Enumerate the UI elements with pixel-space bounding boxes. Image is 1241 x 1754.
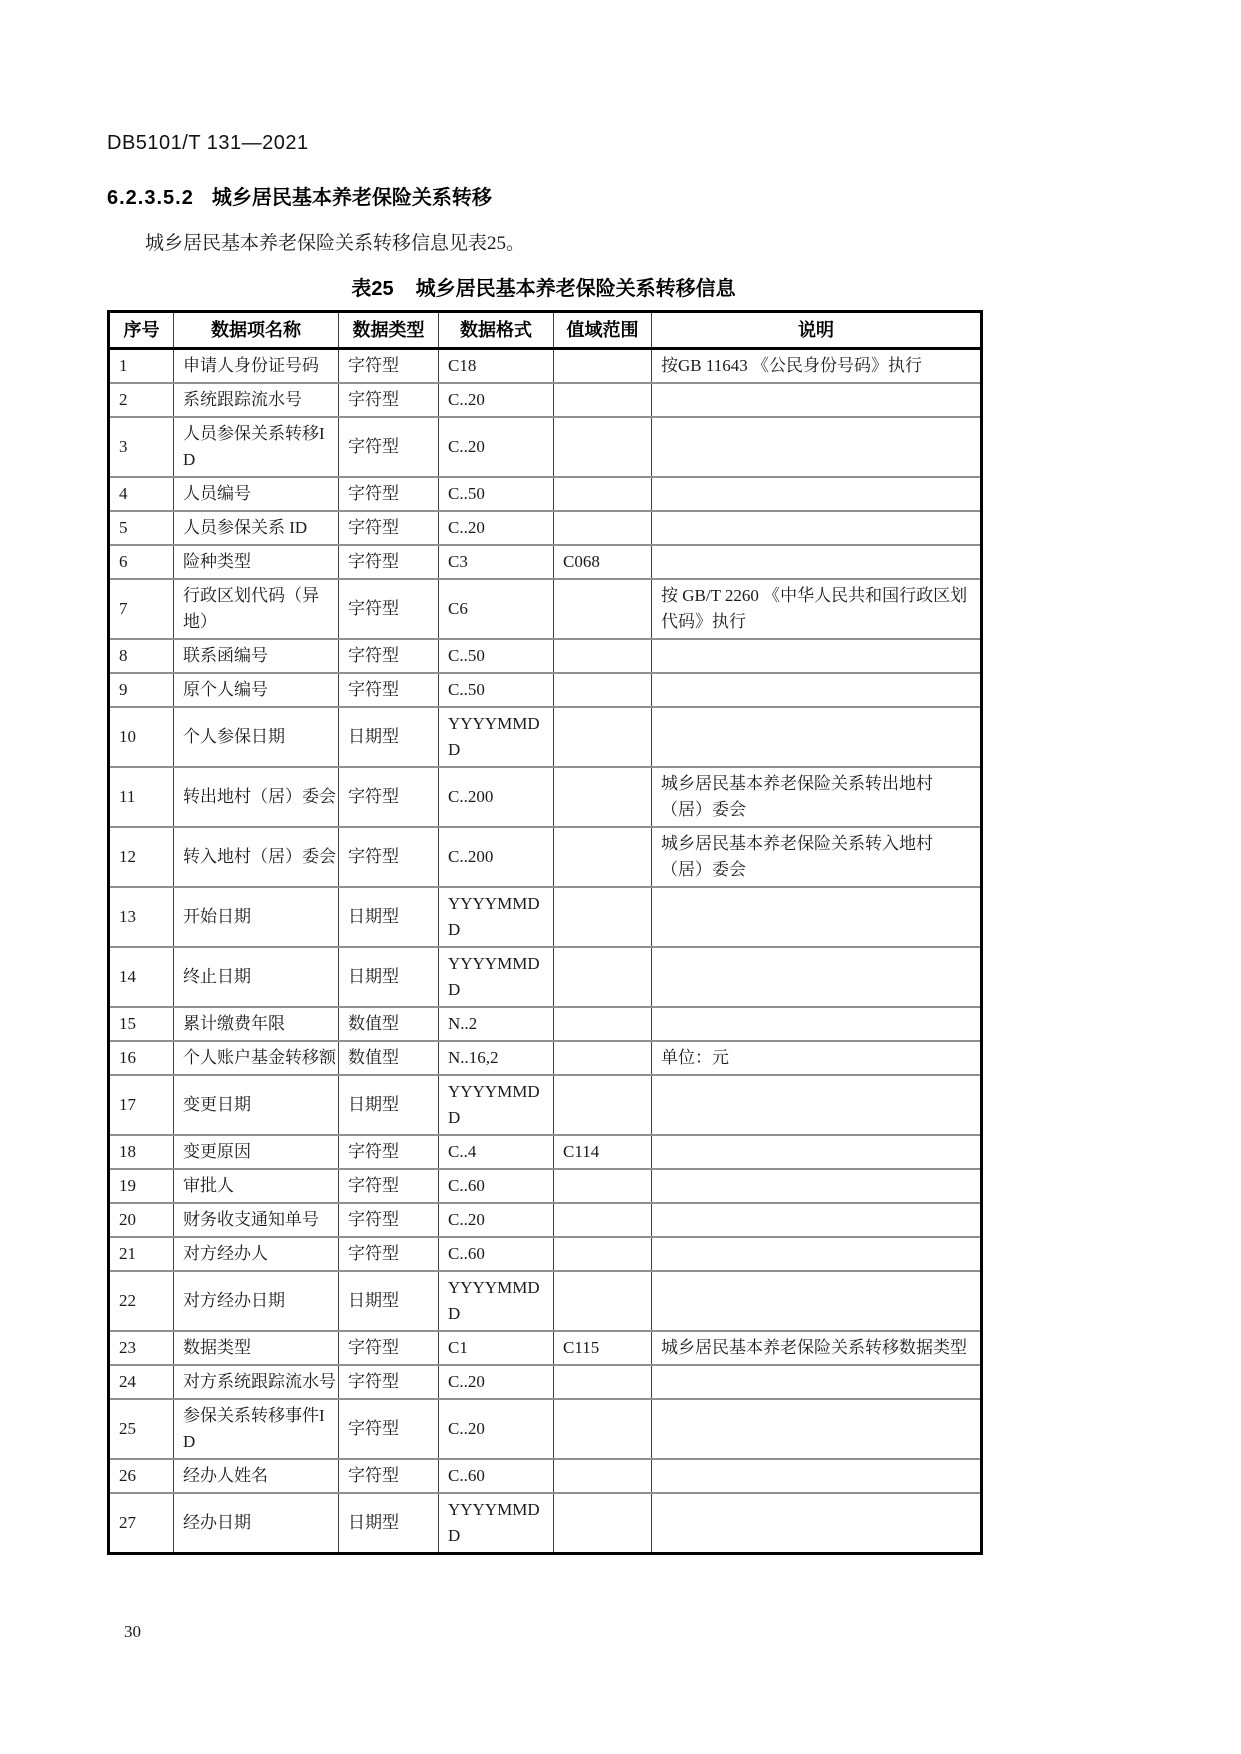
cell-no: 24 (109, 1365, 174, 1399)
column-header: 数据项名称 (174, 312, 339, 349)
cell-type: 日期型 (339, 947, 439, 1007)
cell-format: C..20 (439, 1365, 554, 1399)
cell-format: C..50 (439, 639, 554, 673)
cell-name: 险种类型 (174, 545, 339, 579)
section-heading (107, 181, 492, 210)
cell-range: C115 (554, 1331, 652, 1365)
cell-no: 6 (109, 545, 174, 579)
cell-range (554, 947, 652, 1007)
cell-type: 数值型 (339, 1041, 439, 1075)
cell-type: 字符型 (339, 1399, 439, 1459)
cell-format: YYYYMMDD (439, 947, 554, 1007)
cell-no: 14 (109, 947, 174, 1007)
cell-name: 财务收支通知单号 (174, 1203, 339, 1237)
cell-format: C..50 (439, 477, 554, 511)
cell-range (554, 1169, 652, 1203)
cell-name: 转入地村（居）委会 (174, 827, 339, 887)
cell-no: 22 (109, 1271, 174, 1331)
cell-range (554, 1041, 652, 1075)
table-row (109, 1041, 982, 1075)
cell-no: 15 (109, 1007, 174, 1041)
cell-format: C..60 (439, 1237, 554, 1271)
cell-range (554, 827, 652, 887)
cell-range (554, 579, 652, 639)
cell-format: C..20 (439, 511, 554, 545)
cell-no: 20 (109, 1203, 174, 1237)
cell-format: N..2 (439, 1007, 554, 1041)
table-row (109, 349, 982, 384)
cell-name: 人员参保关系 ID (174, 511, 339, 545)
cell-note: 单位：元 (652, 1041, 982, 1075)
cell-no: 25 (109, 1399, 174, 1459)
cell-type: 数值型 (339, 1007, 439, 1041)
cell-note (652, 1075, 982, 1135)
header-row (109, 312, 982, 349)
table-row (109, 1399, 982, 1459)
cell-name: 参保关系转移事件ID (174, 1399, 339, 1459)
cell-range (554, 477, 652, 511)
table-row (109, 1007, 982, 1041)
cell-no: 19 (109, 1169, 174, 1203)
cell-note (652, 639, 982, 673)
cell-range (554, 1365, 652, 1399)
cell-range (554, 887, 652, 947)
column-header: 序号 (109, 312, 174, 349)
section-title: 城乡居民基本养老保险关系转移 (211, 187, 492, 209)
cell-no: 23 (109, 1331, 174, 1365)
cell-type: 字符型 (339, 1237, 439, 1271)
cell-note (652, 417, 982, 477)
cell-range (554, 1271, 652, 1331)
cell-no: 2 (109, 383, 174, 417)
cell-note (652, 1169, 982, 1203)
cell-note (652, 947, 982, 1007)
cell-no: 16 (109, 1041, 174, 1075)
cell-type: 字符型 (339, 639, 439, 673)
cell-range (554, 1075, 652, 1135)
cell-note (652, 1493, 982, 1554)
cell-format: C6 (439, 579, 554, 639)
cell-note (652, 887, 982, 947)
cell-type: 字符型 (339, 511, 439, 545)
cell-range (554, 673, 652, 707)
cell-name: 对方经办人 (174, 1237, 339, 1271)
cell-format: C..200 (439, 827, 554, 887)
cell-name: 经办人姓名 (174, 1459, 339, 1493)
cell-range (554, 1459, 652, 1493)
cell-range: C114 (554, 1135, 652, 1169)
cell-type: 字符型 (339, 349, 439, 384)
cell-no: 7 (109, 579, 174, 639)
cell-note (652, 1237, 982, 1271)
data-items-table (107, 310, 983, 1555)
table-row (109, 545, 982, 579)
cell-type: 字符型 (339, 673, 439, 707)
column-header: 值域范围 (554, 312, 652, 349)
cell-format: C..200 (439, 767, 554, 827)
column-header: 数据类型 (339, 312, 439, 349)
cell-no: 13 (109, 887, 174, 947)
cell-note (652, 1271, 982, 1331)
cell-name: 经办日期 (174, 1493, 339, 1554)
cell-name: 变更原因 (174, 1135, 339, 1169)
cell-range (554, 349, 652, 384)
column-header: 说明 (652, 312, 982, 349)
cell-note: 城乡居民基本养老保险关系转入地村（居）委会 (652, 827, 982, 887)
table-row (109, 1331, 982, 1365)
cell-name: 原个人编号 (174, 673, 339, 707)
table-row (109, 707, 982, 767)
cell-format: C..20 (439, 1399, 554, 1459)
cell-format: YYYYMMDD (439, 1493, 554, 1554)
table-row (109, 1135, 982, 1169)
cell-name: 个人参保日期 (174, 707, 339, 767)
cell-note: 城乡居民基本养老保险关系转移数据类型 (652, 1331, 982, 1365)
cell-name: 行政区划代码（异地） (174, 579, 339, 639)
cell-type: 字符型 (339, 1331, 439, 1365)
cell-note (652, 477, 982, 511)
cell-format: N..16,2 (439, 1041, 554, 1075)
cell-no: 4 (109, 477, 174, 511)
cell-format: C..4 (439, 1135, 554, 1169)
cell-note (652, 511, 982, 545)
cell-range (554, 1203, 652, 1237)
cell-no: 18 (109, 1135, 174, 1169)
table-body (109, 349, 982, 1554)
cell-format: YYYYMMDD (439, 707, 554, 767)
table-row (109, 1271, 982, 1331)
cell-note (652, 383, 982, 417)
section-number: 6.2.3.5.2 (107, 187, 194, 209)
cell-format: C..60 (439, 1459, 554, 1493)
cell-range (554, 383, 652, 417)
cell-range (554, 1007, 652, 1041)
table-header-row (109, 312, 982, 349)
cell-type: 字符型 (339, 1169, 439, 1203)
table-row (109, 887, 982, 947)
cell-name: 人员参保关系转移ID (174, 417, 339, 477)
table-row (109, 1203, 982, 1237)
page-number: 30 (124, 1622, 141, 1641)
cell-note: 按GB 11643 《公民身份号码》执行 (652, 349, 982, 384)
cell-no: 3 (109, 417, 174, 477)
cell-range (554, 707, 652, 767)
table-row (109, 673, 982, 707)
cell-name: 累计缴费年限 (174, 1007, 339, 1041)
cell-no: 27 (109, 1493, 174, 1554)
cell-range (554, 1237, 652, 1271)
cell-format: YYYYMMDD (439, 1271, 554, 1331)
cell-no: 9 (109, 673, 174, 707)
cell-note (652, 1203, 982, 1237)
cell-name: 开始日期 (174, 887, 339, 947)
cell-type: 字符型 (339, 827, 439, 887)
table-row (109, 477, 982, 511)
cell-note (652, 545, 982, 579)
cell-format: C..20 (439, 417, 554, 477)
table-row (109, 579, 982, 639)
cell-format: YYYYMMDD (439, 887, 554, 947)
table-caption (107, 272, 980, 301)
cell-range (554, 1399, 652, 1459)
cell-note (652, 673, 982, 707)
cell-no: 1 (109, 349, 174, 384)
cell-name: 申请人身份证号码 (174, 349, 339, 384)
table-row (109, 383, 982, 417)
intro-paragraph: 城乡居民基本养老保险关系转移信息见表25。 (145, 233, 526, 254)
cell-name: 对方经办日期 (174, 1271, 339, 1331)
table-row (109, 1075, 982, 1135)
table-row (109, 767, 982, 827)
cell-note (652, 707, 982, 767)
table-row (109, 639, 982, 673)
table-row (109, 1459, 982, 1493)
cell-note (652, 1459, 982, 1493)
table-row (109, 417, 982, 477)
cell-note (652, 1399, 982, 1459)
cell-type: 字符型 (339, 579, 439, 639)
table-caption-title: 城乡居民基本养老保险关系转移信息 (415, 278, 736, 300)
cell-name: 审批人 (174, 1169, 339, 1203)
cell-format: C1 (439, 1331, 554, 1365)
cell-format: C3 (439, 545, 554, 579)
cell-range (554, 767, 652, 827)
cell-name: 转出地村（居）委会 (174, 767, 339, 827)
cell-range (554, 1493, 652, 1554)
table-row (109, 1169, 982, 1203)
cell-no: 12 (109, 827, 174, 887)
cell-name: 对方系统跟踪流水号 (174, 1365, 339, 1399)
cell-no: 26 (109, 1459, 174, 1493)
cell-name: 人员编号 (174, 477, 339, 511)
cell-type: 字符型 (339, 383, 439, 417)
cell-type: 字符型 (339, 1459, 439, 1493)
cell-type: 字符型 (339, 417, 439, 477)
cell-note (652, 1365, 982, 1399)
cell-range: C068 (554, 545, 652, 579)
table-caption-label: 表25 (351, 278, 394, 300)
cell-range (554, 511, 652, 545)
cell-no: 17 (109, 1075, 174, 1135)
cell-type: 字符型 (339, 767, 439, 827)
cell-note (652, 1135, 982, 1169)
column-header: 数据格式 (439, 312, 554, 349)
cell-note: 按 GB/T 2260 《中华人民共和国行政区划代码》执行 (652, 579, 982, 639)
cell-name: 系统跟踪流水号 (174, 383, 339, 417)
cell-name: 变更日期 (174, 1075, 339, 1135)
table-row (109, 1365, 982, 1399)
cell-type: 日期型 (339, 1271, 439, 1331)
cell-type: 日期型 (339, 707, 439, 767)
cell-no: 10 (109, 707, 174, 767)
cell-no: 21 (109, 1237, 174, 1271)
cell-name: 个人账户基金转移额 (174, 1041, 339, 1075)
doc-number: DB5101/T 131—2021 (107, 132, 309, 154)
table-row (109, 1493, 982, 1554)
cell-type: 日期型 (339, 1493, 439, 1554)
cell-name: 数据类型 (174, 1331, 339, 1365)
cell-name: 终止日期 (174, 947, 339, 1007)
table-row (109, 1237, 982, 1271)
cell-no: 8 (109, 639, 174, 673)
cell-format: C18 (439, 349, 554, 384)
table-row (109, 511, 982, 545)
table-row (109, 947, 982, 1007)
table-row (109, 827, 982, 887)
cell-type: 日期型 (339, 887, 439, 947)
cell-format: C..20 (439, 1203, 554, 1237)
cell-type: 字符型 (339, 477, 439, 511)
cell-format: C..20 (439, 383, 554, 417)
cell-format: C..50 (439, 673, 554, 707)
cell-type: 日期型 (339, 1075, 439, 1135)
cell-no: 11 (109, 767, 174, 827)
cell-type: 字符型 (339, 1365, 439, 1399)
cell-range (554, 639, 652, 673)
cell-note (652, 1007, 982, 1041)
cell-name: 联系函编号 (174, 639, 339, 673)
cell-no: 5 (109, 511, 174, 545)
cell-format: C..60 (439, 1169, 554, 1203)
cell-type: 字符型 (339, 1135, 439, 1169)
cell-range (554, 417, 652, 477)
cell-format: YYYYMMDD (439, 1075, 554, 1135)
cell-note: 城乡居民基本养老保险关系转出地村（居）委会 (652, 767, 982, 827)
cell-type: 字符型 (339, 1203, 439, 1237)
cell-type: 字符型 (339, 545, 439, 579)
